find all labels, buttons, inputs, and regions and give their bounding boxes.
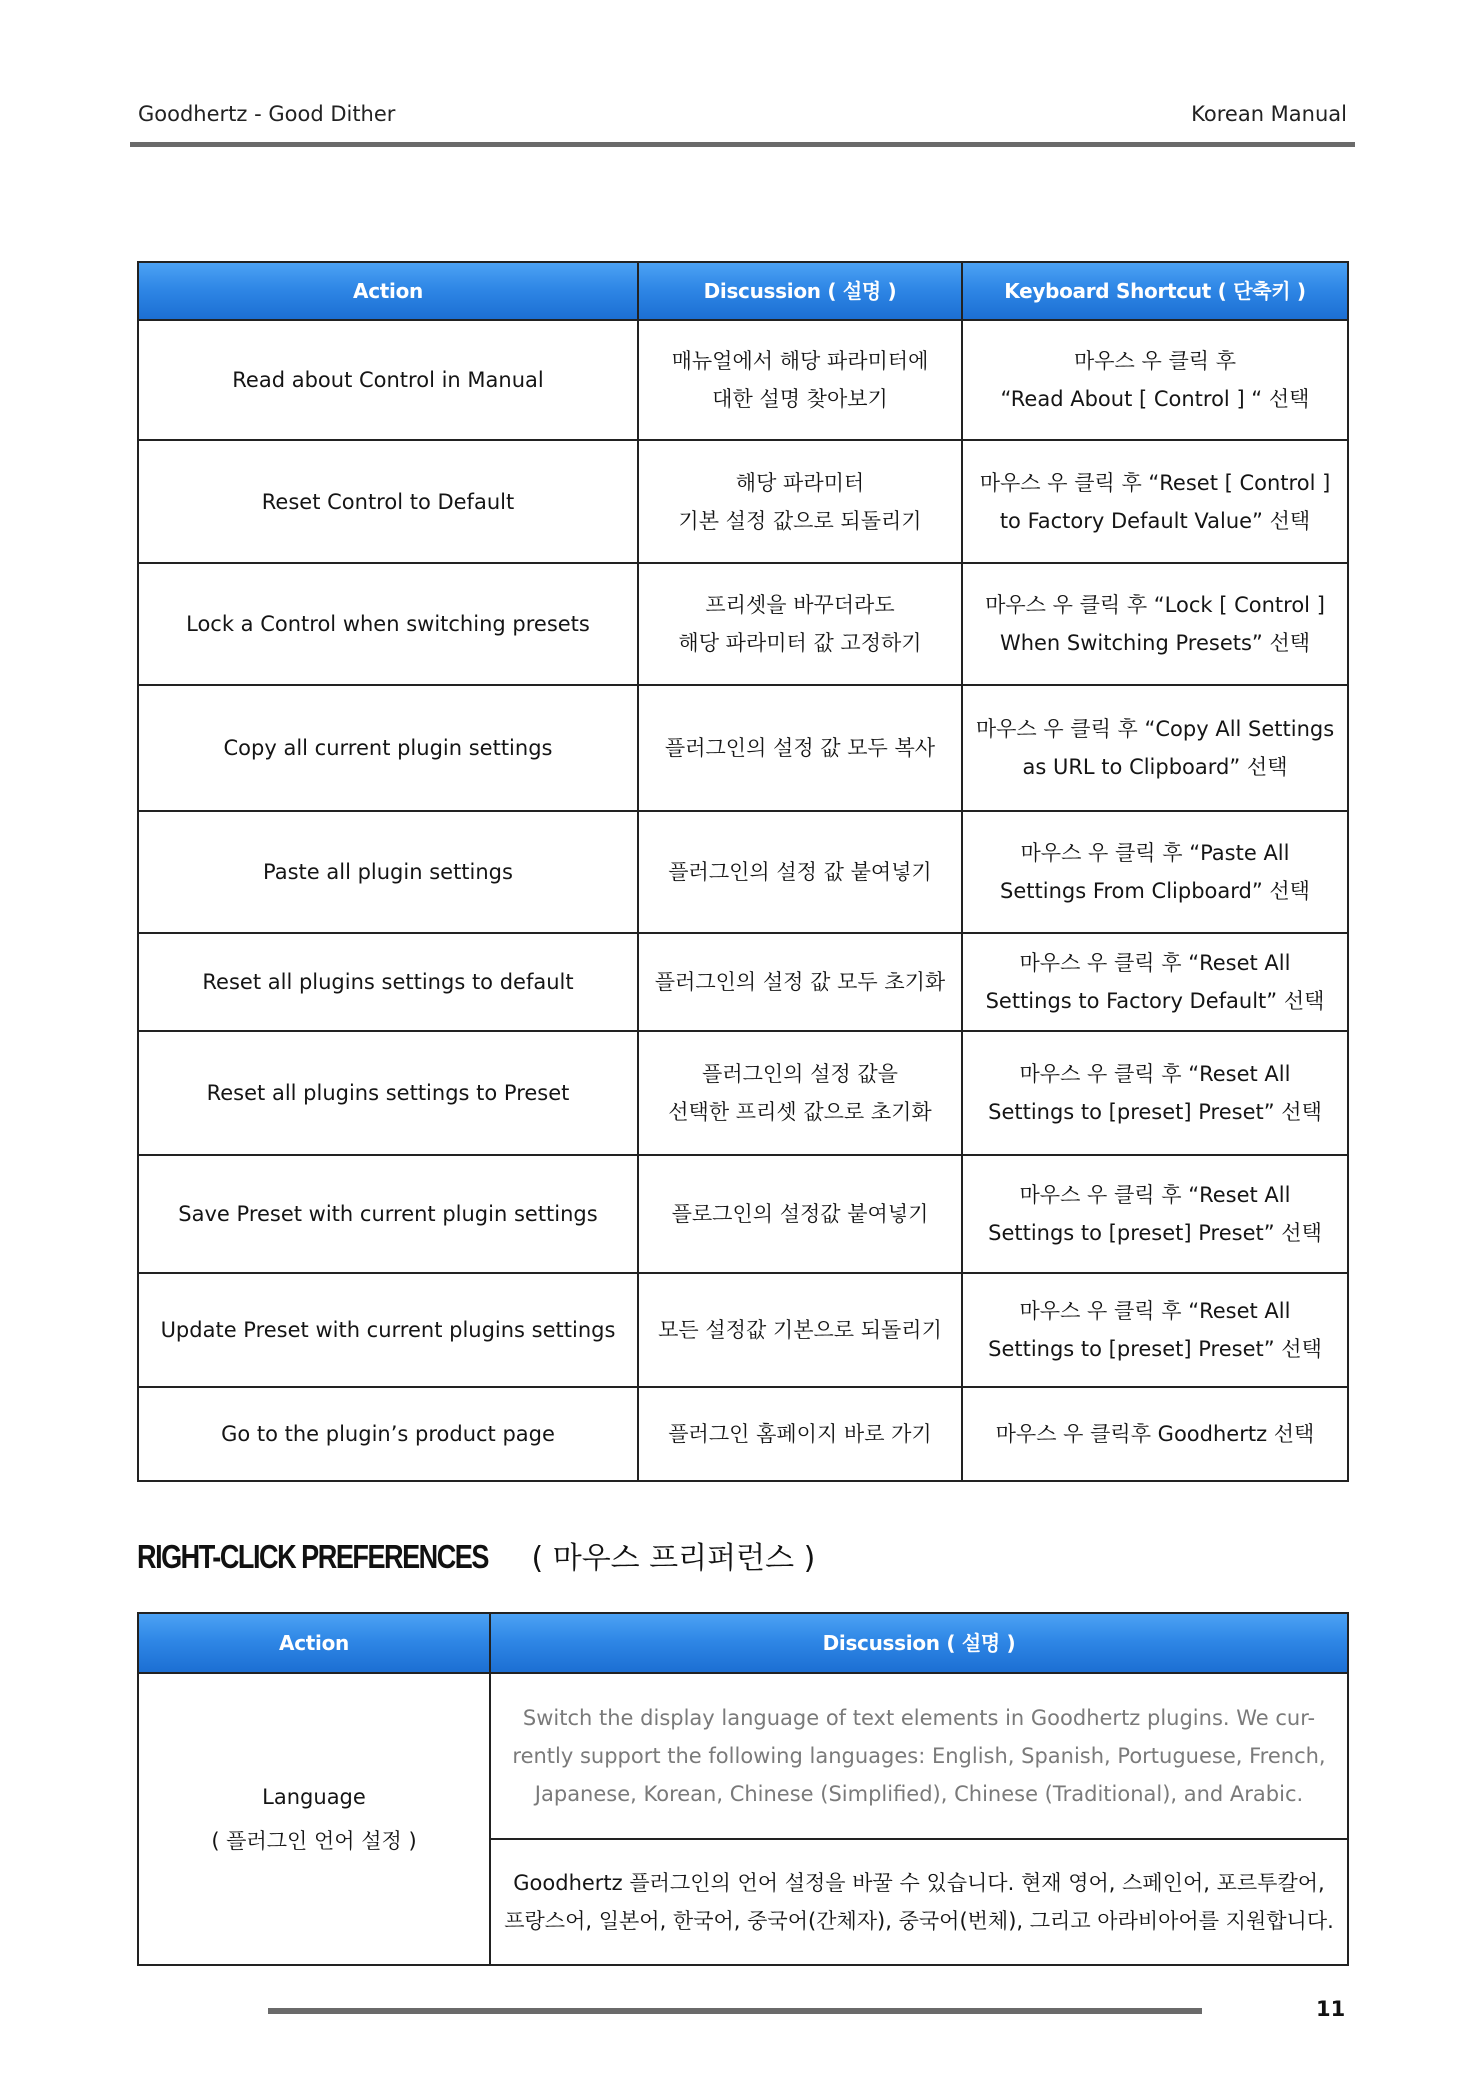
discussion-line: 선택한 프리셋 값으로 초기화	[668, 1100, 932, 1124]
shortcut-table-header	[138, 262, 1348, 320]
discussion-cell	[638, 933, 962, 1031]
action-cell: Go to the plugin’s product page	[138, 1387, 638, 1481]
action-cell: Update Preset with current plugins settings	[138, 1273, 638, 1387]
discussion-cell	[638, 320, 962, 440]
discussion-line: 대한 설명 찾아보기	[712, 387, 888, 411]
table-row	[138, 320, 1348, 440]
action-cell: Reset all plugins settings to default	[138, 933, 638, 1031]
table-row	[138, 440, 1348, 563]
discussion-line: 해당 파라미터 값 고정하기	[678, 631, 922, 655]
discussion-cell	[638, 563, 962, 685]
discussion-cell	[638, 685, 962, 811]
shortcut-cell	[962, 1155, 1348, 1273]
description-line: rently support the following languages: English, Spanish, Portuguese, French,	[512, 1744, 1326, 1768]
header-document-title: Goodhertz - Good Dither	[138, 102, 396, 126]
description-line: Goodhertz 플러그인의 언어 설정을 바꿀 수 있습니다. 현재 영어, 스페인어, 포르투칼어,	[513, 1871, 1325, 1895]
header-manual-label: Korean Manual	[1191, 102, 1347, 126]
discussion-cell	[638, 811, 962, 933]
shortcut-line: 마우스 우 클릭 후 “Reset [ Control ]	[979, 470, 1331, 495]
language-subtitle: ( 플러그인 언어 설정 )	[211, 1829, 417, 1853]
language-title: Language	[262, 1785, 366, 1809]
shortcut-line: Settings to Factory Default” 선택	[985, 989, 1325, 1013]
language-action-cell	[138, 1673, 490, 1965]
section-title-caps: RIGHT-CLICK PREFERENCES	[137, 1538, 488, 1575]
shortcut-line: 마우스 우 클릭 후 “Reset All	[1019, 1062, 1291, 1086]
shortcut-line: as URL to Clipboard” 선택	[1022, 755, 1288, 779]
discussion-line: 플러그인의 설정 값을	[702, 1062, 898, 1086]
discussion-line: 플러그인의 설정 값 붙여넣기	[668, 860, 932, 884]
korean-description-cell	[490, 1839, 1348, 1965]
header-discussion: Discussion ( 설명 )	[490, 1613, 1348, 1673]
shortcut-line: 마우스 우 클릭 후 “Reset All	[1019, 1299, 1291, 1323]
header-shortcut: Keyboard Shortcut ( 단축키 )	[962, 262, 1348, 320]
shortcut-cell	[962, 1387, 1348, 1481]
discussion-line: 플로그인의 설정값 붙여넣기	[671, 1202, 929, 1226]
table-row	[138, 563, 1348, 685]
action-cell: Read about Control in Manual	[138, 320, 638, 440]
preferences-table	[137, 1612, 1349, 1966]
table-row	[138, 685, 1348, 811]
discussion-line: 모든 설정값 기본으로 되돌리기	[658, 1318, 942, 1342]
shortcut-line: 마우스 우 클릭 후	[1073, 349, 1237, 373]
shortcut-line: 마우스 우 클릭 후 “Reset All	[1019, 1183, 1291, 1207]
action-cell: Lock a Control when switching presets	[138, 563, 638, 685]
discussion-cell	[638, 440, 962, 563]
discussion-cell	[638, 1387, 962, 1481]
table-row	[138, 933, 1348, 1031]
shortcut-line: Settings From Clipboard” 선택	[1000, 879, 1310, 903]
section-title	[137, 1532, 815, 1584]
discussion-line: 기본 설정 값으로 되돌리기	[678, 508, 922, 533]
shortcut-line: When Switching Presets” 선택	[999, 631, 1311, 655]
discussion-line: 해당 파라미터	[735, 470, 865, 495]
shortcut-cell	[962, 563, 1348, 685]
discussion-line: 프리셋을 바꾸더라도	[705, 593, 895, 617]
shortcut-cell	[962, 1273, 1348, 1387]
shortcut-cell	[962, 440, 1348, 563]
action-cell: Paste all plugin settings	[138, 811, 638, 933]
action-cell: Reset all plugins settings to Preset	[138, 1031, 638, 1155]
shortcut-line: 마우스 우 클릭 후 “Paste All	[1020, 841, 1290, 865]
shortcut-line: Settings to [preset] Preset” 선택	[988, 1100, 1322, 1124]
shortcut-line: “Read About [ Control ] “ 선택	[1000, 387, 1310, 411]
discussion-cell	[638, 1155, 962, 1273]
table-row	[138, 1673, 1348, 1839]
description-line: Switch the display language of text elements in Goodhertz plugins. We cur-	[522, 1706, 1316, 1730]
table-row	[138, 1031, 1348, 1155]
shortcut-table	[137, 261, 1349, 1482]
discussion-line: 매뉴얼에서 해당 파라미터에	[671, 349, 929, 373]
table-row	[138, 1387, 1348, 1481]
description-line: Japanese, Korean, Chinese (Simplified), Chinese (Traditional), and Arabic.	[534, 1782, 1304, 1806]
section-title-korean: ( 마우스 프리퍼런스 )	[531, 1541, 816, 1576]
action-cell: Save Preset with current plugin settings	[138, 1155, 638, 1273]
table-row	[138, 1273, 1348, 1387]
action-cell: Copy all current plugin settings	[138, 685, 638, 811]
discussion-cell	[638, 1273, 962, 1387]
discussion-line: 플러그인 홈페이지 바로 가기	[668, 1422, 932, 1446]
discussion-line: 플러그인의 설정 값 모두 복사	[664, 736, 936, 760]
shortcut-cell	[962, 320, 1348, 440]
discussion-line: 플러그인의 설정 값 모두 초기화	[654, 970, 946, 994]
shortcut-cell	[962, 811, 1348, 933]
english-description-cell	[490, 1673, 1348, 1839]
action-cell: Reset Control to Default	[138, 440, 638, 563]
shortcut-cell	[962, 933, 1348, 1031]
shortcut-line: 마우스 우 클릭 후 “Lock [ Control ]	[985, 593, 1325, 617]
footer-divider	[268, 2008, 1202, 2014]
table-row	[138, 1155, 1348, 1273]
shortcut-line: Settings to [preset] Preset” 선택	[988, 1337, 1322, 1361]
shortcut-line: 마우스 우 클릭 후 “Copy All Settings	[975, 717, 1335, 741]
shortcut-cell	[962, 1031, 1348, 1155]
discussion-cell	[638, 1031, 962, 1155]
shortcut-cell	[962, 685, 1348, 811]
header-action: Action	[138, 262, 638, 320]
shortcut-line: to Factory Default Value” 선택	[999, 508, 1311, 533]
preferences-table-header	[138, 1613, 1348, 1673]
description-line: 프랑스어, 일본어, 한국어, 중국어(간체자), 중국어(번체), 그리고 아라비아어를 지원합니다.	[504, 1909, 1334, 1933]
header-discussion: Discussion ( 설명 )	[638, 262, 962, 320]
table-row	[138, 811, 1348, 933]
page-number: 11	[1316, 1997, 1346, 2021]
shortcut-line: 마우스 우 클릭 후 “Reset All	[1019, 951, 1291, 975]
shortcut-line: 마우스 우 클릭후 Goodhertz 선택	[995, 1422, 1315, 1446]
shortcut-line: Settings to [preset] Preset” 선택	[988, 1221, 1322, 1245]
header-action: Action	[138, 1613, 490, 1673]
page-header	[130, 100, 1355, 147]
